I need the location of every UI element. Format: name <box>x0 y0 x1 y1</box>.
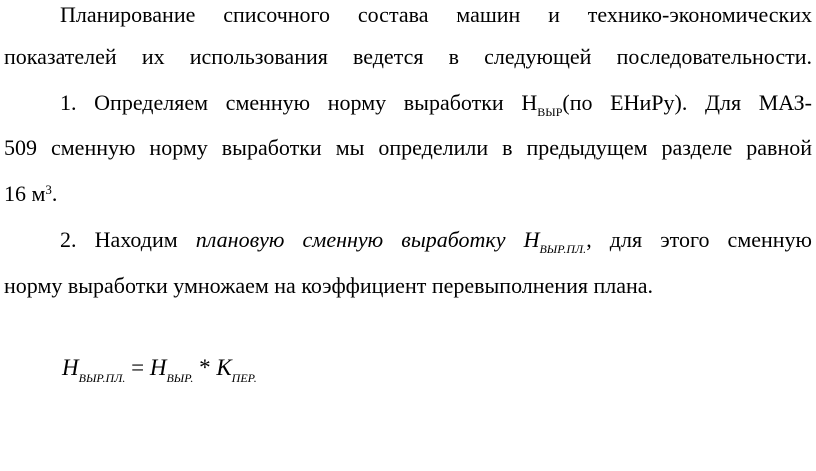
planned-output-term: плановую сменную выработку Н <box>195 227 540 252</box>
paragraph-3-line-1-end: , для этого сменную <box>586 227 812 252</box>
planned-output-subscript: ВЫР.ПЛ. <box>539 242 587 256</box>
cubic-superscript: 3 <box>45 182 52 197</box>
formula-lhs-subscript: ВЫР.ПЛ. <box>78 371 126 385</box>
paragraph-2-line-1-end: (по ЕНиРу). Для МАЗ- <box>562 90 812 115</box>
formula-times: * <box>193 355 217 380</box>
norm-subscript: ВЫР <box>537 105 563 119</box>
formula-term-2-subscript: ПЕР. <box>231 371 257 385</box>
formula-term-1: Н <box>149 355 167 380</box>
formula-term-2: К <box>216 355 232 380</box>
paragraph-3-line-1 <box>60 227 812 256</box>
formula-equals: = <box>125 355 150 380</box>
paragraph-1-line-1: Планирование списочного состава машин и технико-экономических <box>60 2 812 27</box>
paragraph-2-line-3 <box>4 181 812 207</box>
paragraph-2-line-1-text: 1. Определяем сменную норму выработки Н <box>60 90 538 115</box>
paragraph-2-line-2: 509 сменную норму выработки мы определили в предыдущем разделе равной <box>4 135 812 160</box>
paragraph-1-line-2: показателей их использования ведется в следующей последовательности. <box>4 44 812 69</box>
formula <box>62 354 257 385</box>
formula-lhs: Н <box>62 355 79 380</box>
paragraph-3-line-1-text: 2. Находим <box>60 227 196 252</box>
volume-value: 16 м <box>4 181 46 206</box>
paragraph-3-line-2: норму выработки умножаем на коэффициент перевыполнения плана. <box>4 273 654 298</box>
formula-term-1-subscript: ВЫР. <box>166 371 194 385</box>
paragraph-2-line-1 <box>60 90 812 119</box>
period: . <box>51 181 58 206</box>
